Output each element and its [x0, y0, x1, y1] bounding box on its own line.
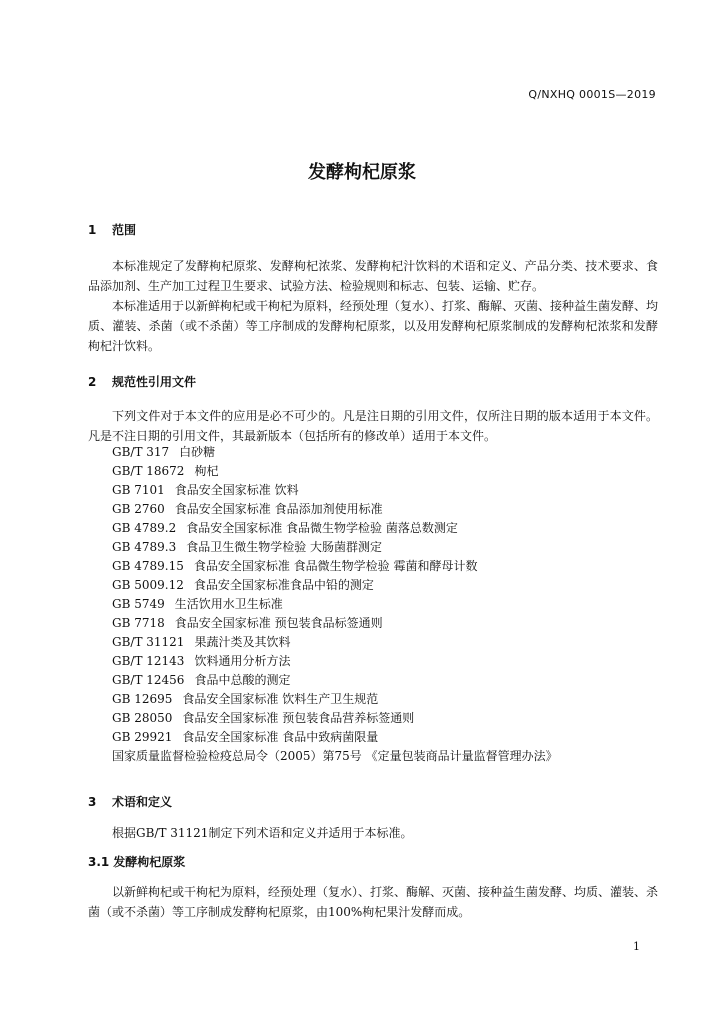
subsection-heading-fermented-goji-puree [88, 853, 185, 870]
reference-item [112, 614, 558, 633]
reference-code: GB 28050 [112, 711, 173, 725]
section-title: 术语和定义 [112, 795, 173, 809]
reference-code: GB 5749 [112, 597, 165, 611]
reference-code: GB 4789.2 [112, 521, 177, 535]
reference-name: 食品安全国家标准食品中铅的测定 [193, 578, 374, 592]
reference-name: 食品安全国家标准 饮料生产卫生规范 [182, 692, 379, 706]
reference-list [112, 443, 558, 766]
reference-name: 食品中总酸的测定 [194, 673, 291, 687]
reference-name: 国家质量监督检验检疫总局令（2005）第75号 《定量包装商品计量监督管理办法》 [112, 749, 558, 763]
reference-item [112, 595, 558, 614]
scope-paragraph-1: 本标准规定了发酵枸杞原浆、发酵枸杞浓浆、发酵枸杞汁饮料的术语和定义、产品分类、技术要求、食品添加剂、生产加工过程卫生要求、试验方法、检验规则和标志、包装、运输、贮存。 [88, 259, 658, 293]
reference-item [112, 747, 558, 766]
reference-name: 食品安全国家标准 食品微生物学检验 菌落总数测定 [186, 521, 458, 535]
section-heading-scope [88, 221, 136, 238]
reference-code: GB 5009.12 [112, 578, 184, 592]
reference-name: 生活饮用水卫生标准 [174, 597, 283, 611]
reference-code: GB 4789.3 [112, 540, 177, 554]
reference-name: 食品安全国家标准 食品添加剂使用标准 [174, 502, 383, 516]
reference-item [112, 671, 558, 690]
reference-code: GB/T 317 [112, 445, 170, 459]
reference-item [112, 481, 558, 500]
reference-name: 食品卫生微生物学检验 大肠菌群测定 [186, 540, 383, 554]
reference-item [112, 519, 558, 538]
section-number: 1 [88, 223, 97, 237]
reference-name: 饮料通用分析方法 [194, 654, 291, 668]
reference-item [112, 500, 558, 519]
reference-item [112, 557, 558, 576]
standard-code: Q/NXHQ 0001S—2019 [528, 88, 656, 101]
reference-item [112, 728, 558, 747]
section-heading-terms [88, 793, 172, 810]
reference-item [112, 576, 558, 595]
reference-item [112, 690, 558, 709]
reference-item [112, 709, 558, 728]
reference-name: 食品安全国家标准 饮料 [174, 483, 299, 497]
terms-intro: 根据GB/T 31121制定下列术语和定义并适用于本标准。 [112, 826, 413, 840]
reference-code: GB 4789.15 [112, 559, 184, 573]
reference-item [112, 538, 558, 557]
subsection-number: 3.1 [88, 855, 110, 869]
reference-name: 食品安全国家标准 食品微生物学检验 霉菌和酵母计数 [193, 559, 478, 573]
section-number: 3 [88, 795, 97, 809]
reference-name: 枸杞 [194, 464, 219, 478]
reference-code: GB/T 18672 [112, 464, 185, 478]
normative-refs-intro: 下列文件对于本文件的应用是必不可少的。凡是注日期的引用文件，仅所注日期的版本适用于本文件。凡是不注日期的引用文件，其最新版本（包括所有的修改单）适用于本文件。 [88, 409, 658, 443]
reference-item [112, 633, 558, 652]
scope-paragraph-2: 本标准适用于以新鲜枸杞或干枸杞为原料，经预处理（复水）、打浆、酶解、灭菌、接种益生菌发酵、均质、灌装、杀菌（或不杀菌）等工序制成的发酵枸杞原浆，以及用发酵枸杞原浆制成的发酵枸杞浓浆和发酵枸杞汁饮料。 [88, 299, 659, 353]
reference-name: 食品安全国家标准 食品中致病菌限量 [182, 730, 379, 744]
reference-code: GB/T 12456 [112, 673, 185, 687]
section-title: 范围 [112, 223, 137, 237]
definition-paragraph: 以新鲜枸杞或干枸杞为原料，经预处理（复水）、打浆、酶解、灭菌、接种益生菌发酵、均质、灌装、杀菌（或不杀菌）等工序制成发酵枸杞原浆，由100%枸杞果汁发酵而成。 [88, 885, 659, 919]
section-heading-normative-refs [88, 373, 196, 390]
reference-code: GB 2760 [112, 502, 165, 516]
reference-item [112, 462, 558, 481]
reference-code: GB/T 31121 [112, 635, 185, 649]
reference-code: GB 7101 [112, 483, 165, 497]
reference-name: 食品安全国家标准 预包装食品标签通则 [174, 616, 383, 630]
reference-name: 白砂糖 [179, 445, 216, 459]
reference-code: GB/T 12143 [112, 654, 185, 668]
page-number: 1 [633, 940, 640, 953]
reference-item [112, 443, 558, 462]
reference-code: GB 7718 [112, 616, 165, 630]
reference-item [112, 652, 558, 671]
reference-code: GB 12695 [112, 692, 173, 706]
reference-code: GB 29921 [112, 730, 173, 744]
reference-name: 食品安全国家标准 预包装食品营养标签通则 [182, 711, 415, 725]
subsection-title: 发酵枸杞原浆 [113, 855, 186, 869]
document-title: 发酵枸杞原浆 [308, 162, 416, 183]
section-title: 规范性引用文件 [112, 375, 197, 389]
reference-name: 果蔬汁类及其饮料 [194, 635, 291, 649]
section-number: 2 [88, 375, 97, 389]
